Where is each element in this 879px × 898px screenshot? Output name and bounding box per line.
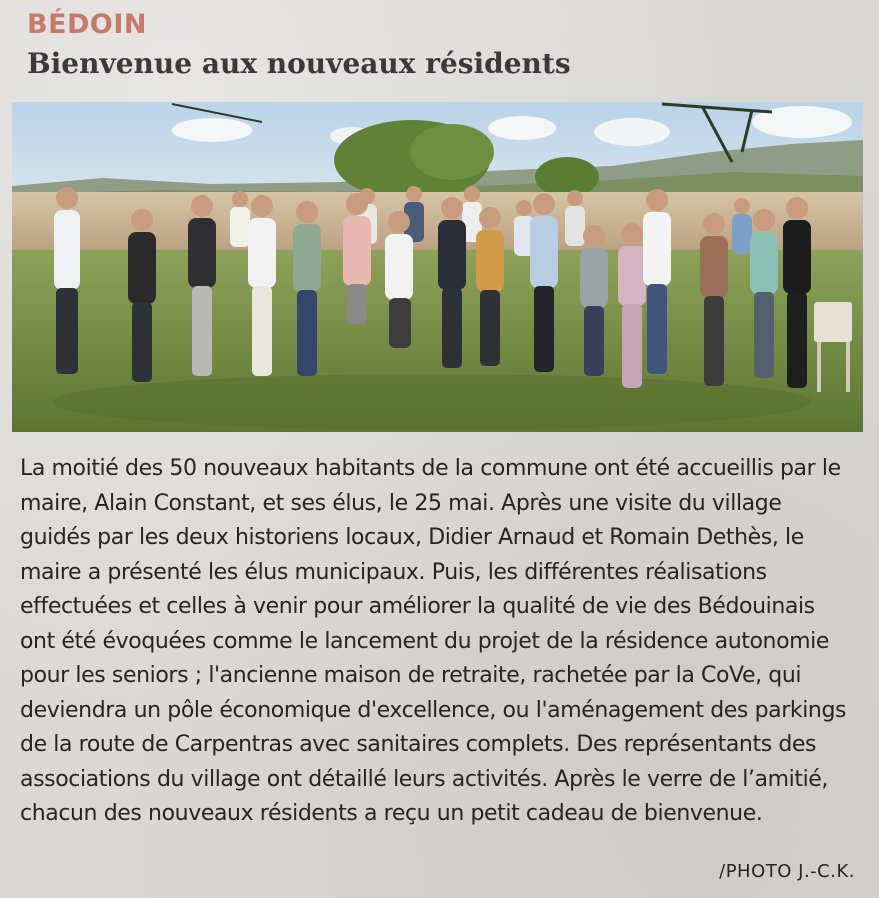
article-kicker: BÉDOIN [27,9,148,40]
article-photo [12,102,863,432]
photo-credit: /PHOTO J.-C.K. [719,861,855,882]
article-headline: Bienvenue aux nouveaux résidents [27,47,571,80]
article-body: La moitié des 50 nouveaux habitants de la commune ont été accueillis par le maire, Alain Constant, et ses élus, le 25 mai. Après une visite du village guidés par les deux historiens locaux, Didier Arnaud et Romain Dethès, le maire a présenté les élus municipaux. Puis, les différentes réalisations effectuées et celles à venir pour améliorer la qualité de vie des Bédouinais ont été évoquées comme le lancement du projet de la résidence autonomie pour les seniors ; l'ancienne maison de retraite, rachetée par la CoVe, qui deviendra un pôle économique d'excellence, ou l'aménagement des parkings de la route de Carpentras avec sanitaires complets. Des représentants des associations du village ont détaillé leurs activités. Après le verre de l’amitié, chacun des nouveaux résidents a reçu un petit cadeau de bienvenue. [20,456,847,826]
